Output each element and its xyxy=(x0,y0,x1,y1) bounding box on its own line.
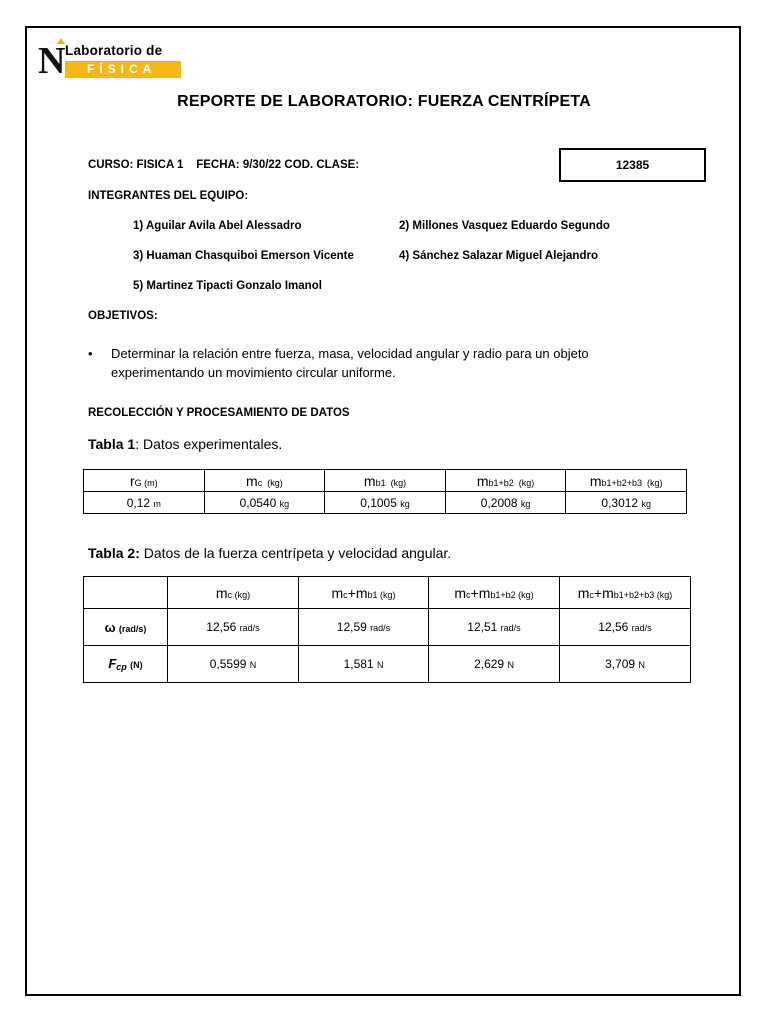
objective-item xyxy=(88,344,648,382)
cell-value: 0,3012 xyxy=(601,495,639,510)
cell-value: 12,56 xyxy=(206,620,237,634)
table2-corner-cell xyxy=(84,577,168,609)
table1-header-cell xyxy=(445,470,566,492)
objectives-heading: OBJETIVOS: xyxy=(88,310,158,322)
table2-header-row xyxy=(84,577,691,609)
cell-value: 3,709 xyxy=(605,657,636,671)
header-symbol: r xyxy=(129,472,135,489)
header-symbol: m xyxy=(476,472,489,489)
table1-cell xyxy=(445,492,566,514)
report-title: REPORTE DE LABORATORIO: FUERZA CENTRÍPETA xyxy=(177,93,591,110)
cell-value: 12,56 xyxy=(598,620,629,634)
cell-value: 0,2008 xyxy=(480,495,518,510)
cell-unit: rad/s xyxy=(500,623,521,633)
cell-value: 1,581 xyxy=(343,657,374,671)
objective-text: Determinar la relación entre fuerza, masa, velocidad angular y radio para un objeto experimentando un movimiento circular uniforme. xyxy=(111,346,589,380)
cell-unit: m xyxy=(153,498,161,509)
table1-header-cell xyxy=(204,470,325,492)
cell-unit: N xyxy=(376,660,384,670)
table1-value-row xyxy=(84,492,687,514)
table2-caption-text: Datos de la fuerza centrípeta y velocidad angular. xyxy=(139,545,452,561)
member-1: 1) Aguilar Avila Abel Alessadro xyxy=(133,220,302,232)
omega-unit: (rad/s) xyxy=(118,623,147,634)
header-subscript: b1+b2+b3 (kg) xyxy=(601,477,663,488)
header-subscript: c (kg) xyxy=(257,477,283,488)
header-symbol: m xyxy=(589,472,602,489)
cell-unit: rad/s xyxy=(239,623,260,633)
logo-letter: N xyxy=(38,40,66,82)
table2-cell xyxy=(560,609,691,646)
logo-line1: Laboratorio de xyxy=(65,43,163,58)
force-row-label xyxy=(84,646,168,683)
course-line: CURSO: FISICA 1 FECHA: 9/30/22 COD. CLASE: xyxy=(88,159,360,171)
cell-value: 0,12 xyxy=(126,495,151,510)
table2 xyxy=(83,576,691,683)
table1-header-cell xyxy=(84,470,205,492)
header-subscript: b1+b2 (kg) xyxy=(490,589,534,600)
bullet-icon: • xyxy=(88,346,93,361)
header-symbol: m xyxy=(363,472,376,489)
cell-unit: kg xyxy=(400,498,410,509)
cell-unit: rad/s xyxy=(370,623,391,633)
table1-caption xyxy=(88,436,282,452)
logo-line2: FÍSICA xyxy=(65,61,181,78)
cell-value: 0,1005 xyxy=(360,495,397,510)
table1-cell xyxy=(566,492,687,514)
cell-unit: kg xyxy=(641,498,651,509)
omega-row-label xyxy=(84,609,168,646)
table2-cell xyxy=(299,646,429,683)
member-4: 4) Sánchez Salazar Miguel Alejandro xyxy=(399,250,598,262)
table2-cell xyxy=(429,609,560,646)
table1-caption-text: : Datos experimentales. xyxy=(135,436,283,452)
cell-value: 0,5599 xyxy=(209,657,247,671)
header-symbol: +m xyxy=(347,584,368,601)
table1-caption-label: Tabla 1 xyxy=(88,436,136,452)
header-presub: c xyxy=(466,589,471,600)
header-presub: c xyxy=(343,589,348,600)
force-symbol: F xyxy=(108,656,117,671)
table2-force-row xyxy=(84,646,691,683)
cell-unit: kg xyxy=(279,498,290,509)
table1-header-row xyxy=(84,470,687,492)
header-prefix: m xyxy=(454,584,467,601)
member-2: 2) Millones Vasquez Eduardo Segundo xyxy=(399,220,610,232)
team-heading: INTEGRANTES DEL EQUIPO: xyxy=(88,190,249,202)
member-5: 5) Martinez Tipacti Gonzalo Imanol xyxy=(133,280,322,292)
omega-symbol: ω xyxy=(104,619,116,635)
header-subscript: c (kg) xyxy=(227,589,251,600)
table2-caption-label: Tabla 2: xyxy=(88,545,140,561)
cell-unit: N xyxy=(638,660,645,670)
cell-value: 0,0540 xyxy=(239,495,277,510)
cell-value: 2,629 xyxy=(474,657,505,671)
cell-unit: N xyxy=(507,660,514,670)
force-unit: (N) xyxy=(130,660,143,670)
table2-header-cell xyxy=(168,577,299,609)
table2-omega-row xyxy=(84,609,691,646)
member-3: 3) Huaman Chasquiboi Emerson Vicente xyxy=(133,250,354,262)
header-symbol: +m xyxy=(593,584,614,601)
cell-value: 12,59 xyxy=(336,620,367,634)
table1-header-cell xyxy=(325,470,446,492)
cell-unit: rad/s xyxy=(631,623,652,633)
header-subscript: b1 (kg) xyxy=(375,477,407,488)
table2-cell xyxy=(560,646,691,683)
header-symbol: m xyxy=(246,472,258,489)
header-subscript: b1+b2 (kg) xyxy=(488,477,535,488)
lab-logo xyxy=(38,38,188,82)
header-prefix: m xyxy=(331,584,344,601)
data-heading: RECOLECCIÓN Y PROCESAMIENTO DE DATOS xyxy=(88,407,350,419)
force-subscript: cp xyxy=(116,662,127,672)
header-subscript: b1 (kg) xyxy=(367,589,396,600)
table2-cell xyxy=(168,646,299,683)
table1 xyxy=(83,469,687,514)
cell-value: 12,51 xyxy=(467,620,498,634)
table1-cell xyxy=(84,492,205,514)
header-symbol: +m xyxy=(470,584,491,601)
table2-header-cell xyxy=(299,577,429,609)
table2-caption xyxy=(88,545,451,561)
table2-cell xyxy=(299,609,429,646)
table2-cell xyxy=(168,609,299,646)
header-presub: c xyxy=(589,589,594,600)
table1-header-cell xyxy=(566,470,687,492)
table1-cell xyxy=(325,492,446,514)
class-code-box: 12385 xyxy=(559,148,706,182)
table1-cell xyxy=(204,492,325,514)
table2-cell xyxy=(429,646,560,683)
table2-header-cell xyxy=(560,577,691,609)
header-symbol: m xyxy=(215,584,228,601)
cell-unit: N xyxy=(249,660,257,670)
header-subscript: b1+b2+b3 (kg) xyxy=(613,589,673,600)
cell-unit: kg xyxy=(520,498,531,509)
table2-header-cell xyxy=(429,577,560,609)
header-prefix: m xyxy=(577,584,590,601)
header-subscript: G (m) xyxy=(134,477,158,488)
